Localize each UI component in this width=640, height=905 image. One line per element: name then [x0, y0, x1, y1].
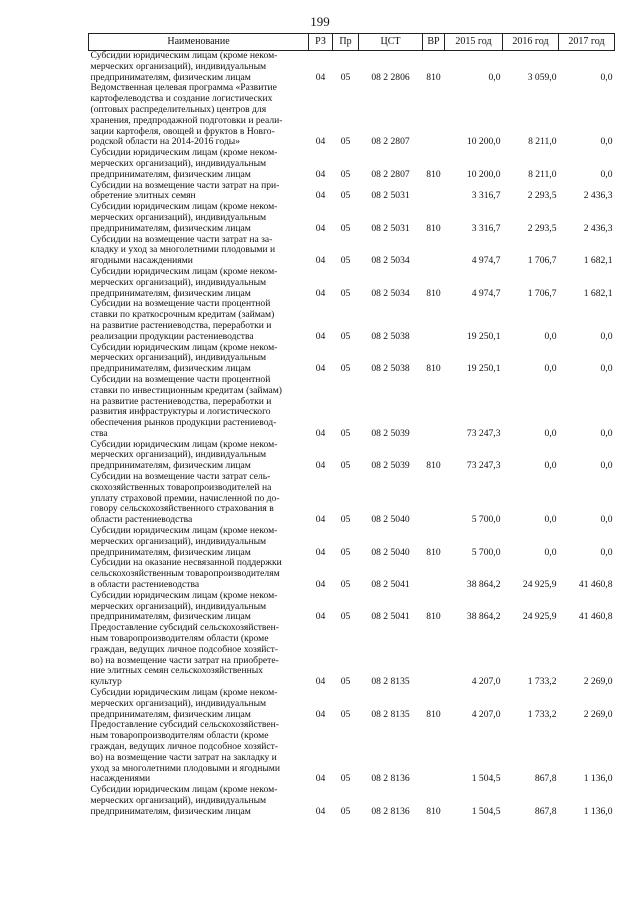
cell-2017: 0,0	[600, 71, 613, 83]
cell-2015: 4 207,0	[471, 676, 501, 688]
cell-2016: 2 293,5	[527, 190, 557, 202]
cell-vr: 810	[426, 363, 441, 375]
cell-cst: 08 2 5039	[371, 427, 410, 439]
cell-cst: 08 2 5041	[371, 579, 410, 591]
table-row	[89, 623, 615, 688]
cell-name: Предоставление субсидий сельскохозяйствен- ным товаропроизводителям области (кроме граждан, ведущих личное подсобное хозяйст- во) на возмещение части затрат на приобрете- ние элитных семян сельскохозяйственных культур	[90, 622, 279, 688]
cell-pr: 05	[340, 514, 351, 526]
cell-vr: 810	[426, 611, 441, 623]
table-row	[89, 591, 615, 623]
cell-name: Субсидии юридическим лицам (кроме неком- мерческих организаций), индивидуальным предпринимателям, физическим лицам	[90, 438, 278, 472]
cell-rz: 04	[315, 805, 326, 817]
cell-name: Субсидии юридическим лицам (кроме неком- мерческих организаций), индивидуальным предпринимателям, физическим лицам	[90, 265, 278, 299]
table-row	[89, 299, 615, 342]
cell-pr: 05	[340, 136, 351, 148]
cell-2015: 4 974,7	[471, 287, 501, 299]
header-name: Наименование	[89, 34, 309, 51]
cell-2015: 19 250,1	[466, 363, 501, 375]
cell-rz: 04	[315, 773, 326, 785]
header-pr: Пр	[333, 34, 359, 51]
cell-pr: 05	[340, 190, 351, 202]
cell-2017: 41 460,8	[578, 611, 613, 623]
cell-vr	[423, 472, 445, 526]
cell-pr: 05	[340, 773, 351, 785]
cell-2016: 867,8	[534, 805, 557, 817]
cell-2017: 1 136,0	[583, 805, 613, 817]
cell-2017: 2 269,0	[583, 708, 613, 720]
cell-2016: 1 706,7	[527, 255, 557, 267]
cell-name: Ведомственная целевая программа «Развитие картофелеводства и создание логистических (оптовых распределительных) центров для хранения, предпродажной подготовки и реали- зации картофеля, овощей и фруктов в Новго- родской области на 2014-2016 годы»	[90, 82, 283, 148]
cell-cst: 08 2 8135	[371, 676, 410, 688]
cell-2015: 1 504,5	[471, 773, 501, 785]
cell-pr: 05	[340, 363, 351, 375]
cell-name: Субсидии на возмещение части затрат на за- кладку и уход за многолетними плодовыми и ягодными насаждениями	[90, 233, 276, 267]
cell-pr: 05	[340, 222, 351, 234]
table-row	[89, 688, 615, 720]
cell-2017: 2 436,3	[583, 190, 613, 202]
cell-rz: 04	[315, 136, 326, 148]
cell-2016: 0,0	[544, 330, 557, 342]
cell-rz: 04	[315, 190, 326, 202]
table-row	[89, 785, 615, 817]
cell-2016: 8 211,0	[528, 136, 557, 148]
header-vr: ВР	[423, 34, 445, 51]
cell-name: Предоставление субсидий сельскохозяйствен- ным товаропроизводителям области (кроме граждан, ведущих личное подсобное хозяйст- во) на возмещение части затрат на закладку и уход за многолетними плодовыми и ягодными насаждениями	[90, 719, 280, 785]
cell-2015: 38 864,2	[466, 579, 501, 591]
table-body	[89, 51, 615, 818]
cell-2015: 3 316,7	[471, 190, 501, 202]
cell-2016: 1 733,2	[527, 676, 557, 688]
cell-2016: 3 059,0	[527, 71, 557, 83]
cell-vr: 810	[426, 708, 441, 720]
cell-2016: 0,0	[544, 363, 557, 375]
cell-rz: 04	[315, 708, 326, 720]
cell-vr	[423, 375, 445, 440]
cell-2016: 0,0	[544, 460, 557, 472]
cell-rz: 04	[315, 460, 326, 472]
cell-cst: 08 2 5038	[371, 330, 410, 342]
budget-table	[88, 33, 615, 818]
cell-2017: 1 136,0	[583, 773, 613, 785]
cell-2017: 0,0	[600, 546, 613, 558]
table-row	[89, 148, 615, 180]
cell-vr: 810	[426, 805, 441, 817]
table-row	[89, 181, 615, 203]
cell-2015: 73 247,3	[466, 427, 501, 439]
cell-rz: 04	[315, 676, 326, 688]
cell-pr: 05	[340, 611, 351, 623]
cell-pr: 05	[340, 287, 351, 299]
cell-rz: 04	[315, 168, 326, 180]
cell-pr: 05	[340, 546, 351, 558]
cell-rz: 04	[315, 287, 326, 299]
cell-vr: 810	[426, 460, 441, 472]
cell-2016: 0,0	[544, 546, 557, 558]
table-header-row	[89, 34, 615, 51]
cell-pr: 05	[340, 168, 351, 180]
cell-2017: 0,0	[600, 330, 613, 342]
cell-pr: 05	[340, 427, 351, 439]
cell-2015: 3 316,7	[471, 222, 501, 234]
header-2017: 2017 год	[559, 34, 615, 51]
cell-2017: 1 682,1	[583, 287, 613, 299]
cell-2016: 24 925,9	[522, 579, 557, 591]
cell-2016: 0,0	[544, 514, 557, 526]
cell-2015: 10 200,0	[466, 136, 501, 148]
cell-pr: 05	[340, 330, 351, 342]
cell-name: Субсидии юридическим лицам (кроме неком- мерческих организаций), индивидуальным предпринимателям, физическим лицам	[90, 147, 278, 180]
table-row	[89, 440, 615, 472]
cell-name: Субсидии на возмещение части процентной ставки по инвестиционным кредитам (займам) на развитие растениеводства, переработки и развития инфраструктуры и логистического обеспечения рынков продукции растениевод- ства	[90, 373, 283, 439]
table-row	[89, 235, 615, 267]
cell-rz: 04	[315, 579, 326, 591]
cell-cst: 08 2 5034	[371, 255, 410, 267]
header-2015: 2015 год	[445, 34, 503, 51]
table-row	[89, 267, 615, 299]
cell-2016: 0,0	[544, 427, 557, 439]
table-row	[89, 83, 615, 148]
cell-name: Субсидии на возмещение части процентной ставки по краткосрочным кредитам (займам) на развитие растениеводства, переработки и реализации продукции растениеводства	[90, 298, 275, 342]
header-cst: ЦСТ	[359, 34, 423, 51]
cell-2017: 0,0	[600, 427, 613, 439]
cell-pr: 05	[340, 676, 351, 688]
cell-name: Субсидии юридическим лицам (кроме неком- мерческих организаций), индивидуальным предпринимателям, физическим лицам	[90, 50, 278, 83]
page-number: 199	[310, 14, 330, 29]
table-row	[89, 472, 615, 526]
cell-vr	[423, 235, 445, 267]
cell-2016: 24 925,9	[522, 611, 557, 623]
cell-vr: 810	[426, 222, 441, 234]
cell-2015: 0,0	[488, 71, 501, 83]
cell-name: Субсидии юридическим лицам (кроме неком- мерческих организаций), индивидуальным предпринимателям, физическим лицам	[90, 525, 278, 558]
cell-vr: 810	[426, 287, 441, 299]
cell-2016: 867,8	[534, 773, 557, 785]
cell-2017: 2 269,0	[583, 676, 613, 688]
cell-pr: 05	[340, 708, 351, 720]
cell-cst: 08 2 5041	[371, 611, 410, 623]
header-2016: 2016 год	[503, 34, 559, 51]
cell-2017: 0,0	[600, 514, 613, 526]
cell-name: Субсидии на возмещение части затрат сель- скохозяйственных товаропроизводителей на уплату страховой премии, начисленной по до- говору сельскохозяйственного страхования в области растениеводства	[90, 471, 280, 526]
cell-rz: 04	[315, 514, 326, 526]
cell-vr: 810	[426, 168, 441, 180]
cell-2015: 19 250,1	[466, 330, 501, 342]
cell-cst: 08 2 8136	[371, 805, 410, 817]
cell-rz: 04	[315, 255, 326, 267]
table-row	[89, 526, 615, 558]
cell-pr: 05	[340, 805, 351, 817]
cell-cst: 08 2 8135	[371, 708, 410, 720]
header-rz: РЗ	[309, 34, 333, 51]
table-row	[89, 51, 615, 84]
cell-2015: 4 207,0	[471, 708, 501, 720]
cell-2017: 41 460,8	[578, 579, 613, 591]
cell-2015: 73 247,3	[466, 460, 501, 472]
cell-cst: 08 2 5031	[371, 222, 410, 234]
cell-2016: 8 211,0	[528, 168, 557, 180]
cell-name: Субсидии юридическим лицам (кроме неком- мерческих организаций), индивидуальным предпринимателям, физическим лицам	[90, 589, 278, 623]
cell-name: Субсидии юридическим лицам (кроме неком- мерческих организаций), индивидуальным предпринимателям, физическим лицам	[90, 687, 278, 720]
table-row	[89, 343, 615, 375]
cell-vr: 810	[426, 546, 441, 558]
cell-rz: 04	[315, 363, 326, 375]
cell-vr	[423, 83, 445, 148]
cell-vr	[423, 623, 445, 688]
cell-cst: 08 2 5034	[371, 287, 410, 299]
cell-2015: 10 200,0	[466, 168, 501, 180]
cell-cst: 08 2 5039	[371, 460, 410, 472]
cell-2017: 0,0	[600, 168, 613, 180]
cell-rz: 04	[315, 611, 326, 623]
table-row	[89, 202, 615, 234]
cell-name: Субсидии юридическим лицам (кроме неком- мерческих организаций), индивидуальным предпринимателям, физическим лицам	[90, 341, 278, 375]
cell-2015: 5 700,0	[471, 546, 501, 558]
cell-2016: 2 293,5	[527, 222, 557, 234]
cell-pr: 05	[340, 71, 351, 83]
cell-cst: 08 2 2806	[371, 71, 410, 83]
cell-2015: 38 864,2	[466, 611, 501, 623]
cell-cst: 08 2 5040	[371, 546, 410, 558]
cell-pr: 05	[340, 460, 351, 472]
cell-2017: 2 436,3	[583, 222, 613, 234]
cell-cst: 08 2 2807	[371, 136, 410, 148]
cell-2016: 1 733,2	[527, 708, 557, 720]
cell-cst: 08 2 8136	[371, 773, 410, 785]
cell-cst: 08 2 5040	[371, 514, 410, 526]
cell-cst: 08 2 5031	[371, 190, 410, 202]
cell-cst: 08 2 5038	[371, 363, 410, 375]
cell-2017: 0,0	[600, 460, 613, 472]
table-row	[89, 720, 615, 785]
cell-rz: 04	[315, 427, 326, 439]
cell-2017: 1 682,1	[583, 255, 613, 267]
table-row	[89, 375, 615, 440]
cell-2015: 1 504,5	[471, 805, 501, 817]
cell-name: Субсидии юридическим лицам (кроме неком- мерческих организаций), индивидуальным предпринимателям, физическим лицам	[90, 201, 278, 234]
cell-vr	[423, 558, 445, 590]
cell-vr	[423, 181, 445, 203]
cell-name: Субсидии на возмещение части затрат на при- обретение элитных семян	[90, 179, 280, 202]
cell-2017: 0,0	[600, 136, 613, 148]
cell-2015: 5 700,0	[471, 514, 501, 526]
table-row	[89, 558, 615, 590]
cell-cst: 08 2 2807	[371, 168, 410, 180]
cell-vr: 810	[426, 71, 441, 83]
cell-rz: 04	[315, 330, 326, 342]
cell-rz: 04	[315, 71, 326, 83]
cell-rz: 04	[315, 546, 326, 558]
cell-2016: 1 706,7	[527, 287, 557, 299]
cell-pr: 05	[340, 579, 351, 591]
cell-2017: 0,0	[600, 363, 613, 375]
cell-pr: 05	[340, 255, 351, 267]
cell-vr	[423, 299, 445, 342]
cell-name: Субсидии на оказание несвязанной поддержки сельскохозяйственным товаропроизводителям в области растениеводства	[90, 557, 282, 591]
cell-rz: 04	[315, 222, 326, 234]
cell-2015: 4 974,7	[471, 255, 501, 267]
cell-name: Субсидии юридическим лицам (кроме неком- мерческих организаций), индивидуальным предпринимателям, физическим лицам	[90, 784, 278, 817]
cell-vr	[423, 720, 445, 785]
